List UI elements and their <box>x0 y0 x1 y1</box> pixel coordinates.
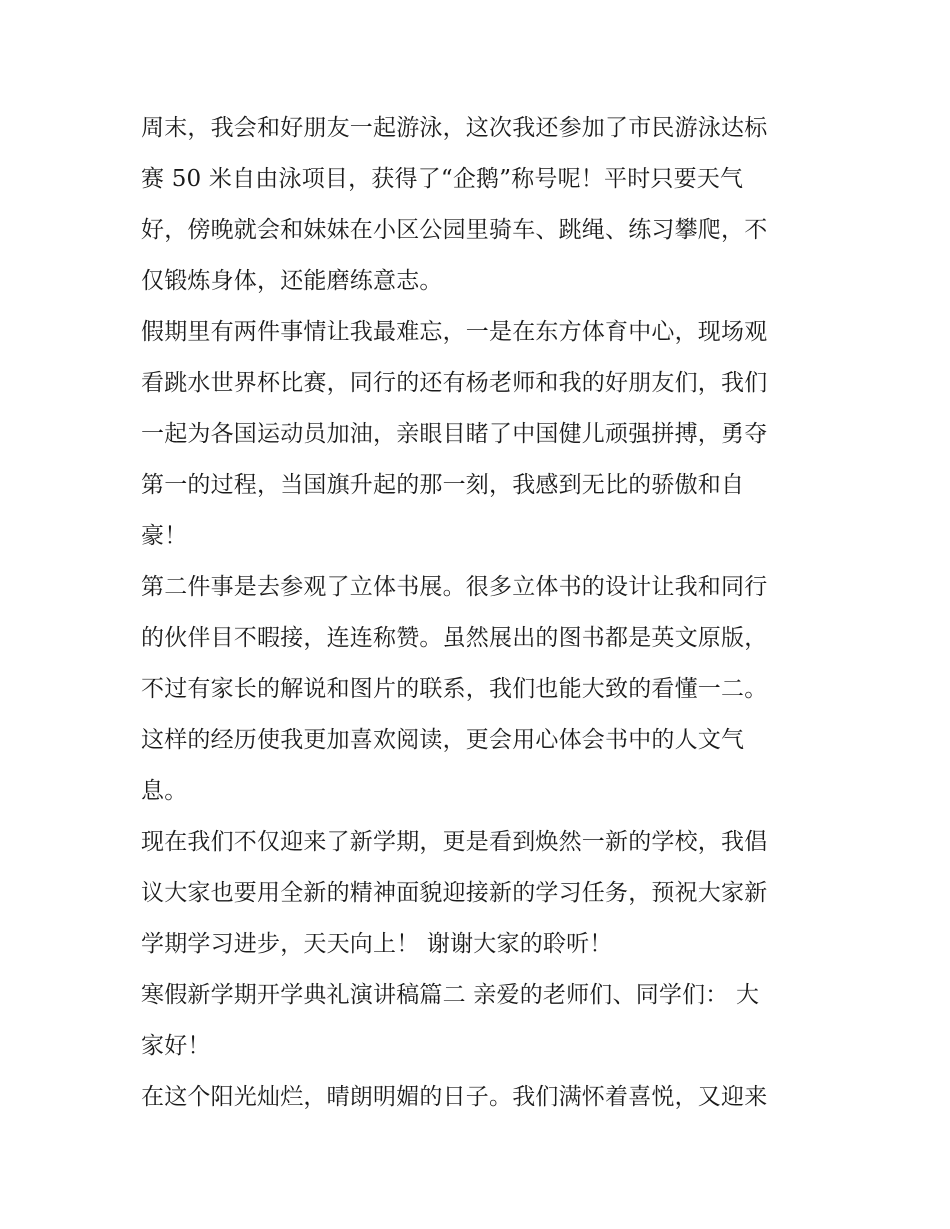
text-line: 不过有家长的解说和图片的联系，我们也能大致的看懂一二。 <box>141 676 768 702</box>
text-line: 学期学习进步，天天向上！ 谢谢大家的聆听！ <box>141 931 613 957</box>
text-line: 寒假新学期开学典礼演讲稿篇二 亲爱的老师们、同学们： 大 <box>141 982 760 1008</box>
text-line: 一起为各国运动员加油，亲眼目睹了中国健儿顽强拼搏，勇夺 <box>141 421 768 447</box>
text-line: 家好！ <box>141 1033 211 1059</box>
text-line: 在这个阳光灿烂，晴朗明媚的日子。我们满怀着喜悦，又迎来 <box>141 1084 768 1110</box>
text-line: 好，傍晚就会和妹妹在小区公园里骑车、跳绳、练习攀爬，不 <box>141 217 768 243</box>
text-line: 这样的经历使我更加喜欢阅读，更会用心体会书中的人文气 <box>141 727 745 753</box>
text-line: 的伙伴目不暇接，连连称赞。虽然展出的图书都是英文原版， <box>141 625 768 651</box>
text-line: 豪！ <box>141 523 188 549</box>
text-line: 议大家也要用全新的精神面貌迎接新的学习任务，预祝大家新 <box>141 880 768 906</box>
text-line: 息。 <box>141 778 188 804</box>
text-line: 仅锻炼身体，还能磨练意志。 <box>141 268 443 294</box>
text-line: 第二件事是去参观了立体书展。很多立体书的设计让我和同行 <box>141 574 768 600</box>
text-line: 周末，我会和好朋友一起游泳，这次我还参加了市民游泳达标 <box>141 115 768 141</box>
text-line: 第一的过程，当国旗升起的那一刻，我感到无比的骄傲和自 <box>141 472 745 498</box>
document-body <box>141 103 816 1123</box>
text-line: 看跳水世界杯比赛，同行的还有杨老师和我的好朋友们，我们 <box>141 370 768 396</box>
text-line: 现在我们不仅迎来了新学期，更是看到焕然一新的学校，我倡 <box>141 829 768 855</box>
text-line: 假期里有两件事情让我最难忘，一是在东方体育中心，现场观 <box>141 319 768 345</box>
text-line: 赛 50 米自由泳项目，获得了“企鹅”称号呢！平时只要天气 <box>141 166 744 192</box>
